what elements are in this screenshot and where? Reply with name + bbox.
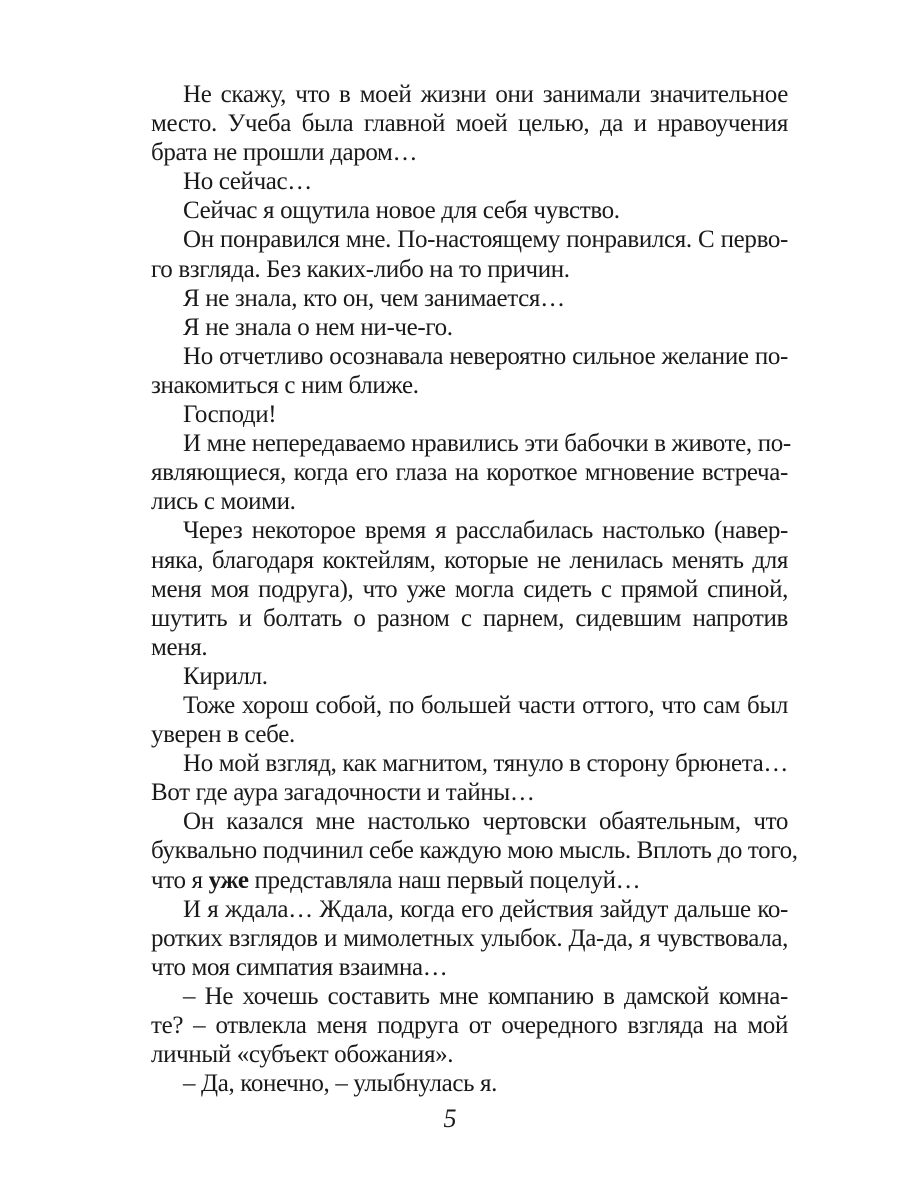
text-line: Но отчетливо осознавала невероятно сильное желание по- <box>183 342 788 370</box>
text-line: личный «субъект обожания». <box>151 1041 454 1069</box>
text-line: Не скажу, что в моей жизни они занимали значительное <box>183 81 788 108</box>
text-line: являющиеся, когда его глаза на короткое мгновение встреча- <box>151 459 788 487</box>
text-line: Я не знала, кто он, чем занимается… <box>183 284 565 312</box>
text-line: Но мой взгляд, как магнитом, тянуло в сторону брюнета… <box>183 750 788 778</box>
text-line: Господи! <box>183 401 277 429</box>
text-line: Тоже хорош собой, по большей части оттого, что сам был <box>183 691 788 719</box>
text-line: Сейчас я ощутила новое для себя чувство. <box>183 197 620 225</box>
text-line: няка, благодаря коктейлям, которые не ленилась менять для <box>151 546 788 574</box>
text-line: шутить и болтать о разном с парнем, сидевшим напротив <box>151 604 788 632</box>
text-line: уверен в себе. <box>151 721 295 749</box>
text-line: Но сейчас… <box>183 168 312 196</box>
text-line: Через некоторое время я расслабилась настолько (навер- <box>183 517 788 545</box>
book-page-text <box>151 80 798 1098</box>
text-line: го взгляда. Без каких-либо на то причин. <box>151 255 570 283</box>
text-line: что моя симпатия взаимна… <box>151 953 448 981</box>
text-line: И я ждала… Ждала, когда его действия зайдут дальше ко- <box>183 895 788 923</box>
text-line: меня. <box>151 633 208 661</box>
text-line: И мне непередаваемо нравились эти бабочки в животе, по- <box>183 430 791 458</box>
text-line: – Да, конечно, – улыбнулась я. <box>183 1070 498 1098</box>
text-line: место. Учеба была главной моей целью, да и нравоучения <box>151 110 788 138</box>
text-line: Вот где аура загадочности и тайны… <box>151 779 535 807</box>
text-run: представляла наш первый поцелуй… <box>248 866 641 894</box>
text-line: буквально подчинил себе каждую мою мысль. Вплоть до того, <box>151 837 798 865</box>
text-line: Кирилл. <box>183 662 268 690</box>
text-line: – Не хочешь составить мне компанию в дамской комна- <box>183 982 788 1010</box>
emphasized-word: уже <box>208 866 249 894</box>
text-line: Он понравился мне. По-настоящему понравился. С перво- <box>183 226 788 254</box>
text-line: знакомиться с ним ближе. <box>151 371 419 399</box>
text-line: лись с моими. <box>151 488 296 516</box>
text-line: Он казался мне настолько чертовски обаятельным, что <box>183 808 788 836</box>
page-number: 5 <box>443 1104 457 1133</box>
text-line: ротких взглядов и мимолетных улыбок. Да-да, я чувствовала, <box>151 924 788 952</box>
text-line: те? – отвлекла меня подруга от очередного взгляда на мой <box>151 1012 788 1039</box>
text-line: меня моя подруга), что уже могла сидеть с прямой спиной, <box>151 575 788 603</box>
text-run: что я <box>151 866 209 894</box>
text-line: брата не прошли даром… <box>151 139 418 167</box>
text-line <box>151 866 788 895</box>
text-line: Я не знала о нем ни-че-го. <box>183 313 453 341</box>
